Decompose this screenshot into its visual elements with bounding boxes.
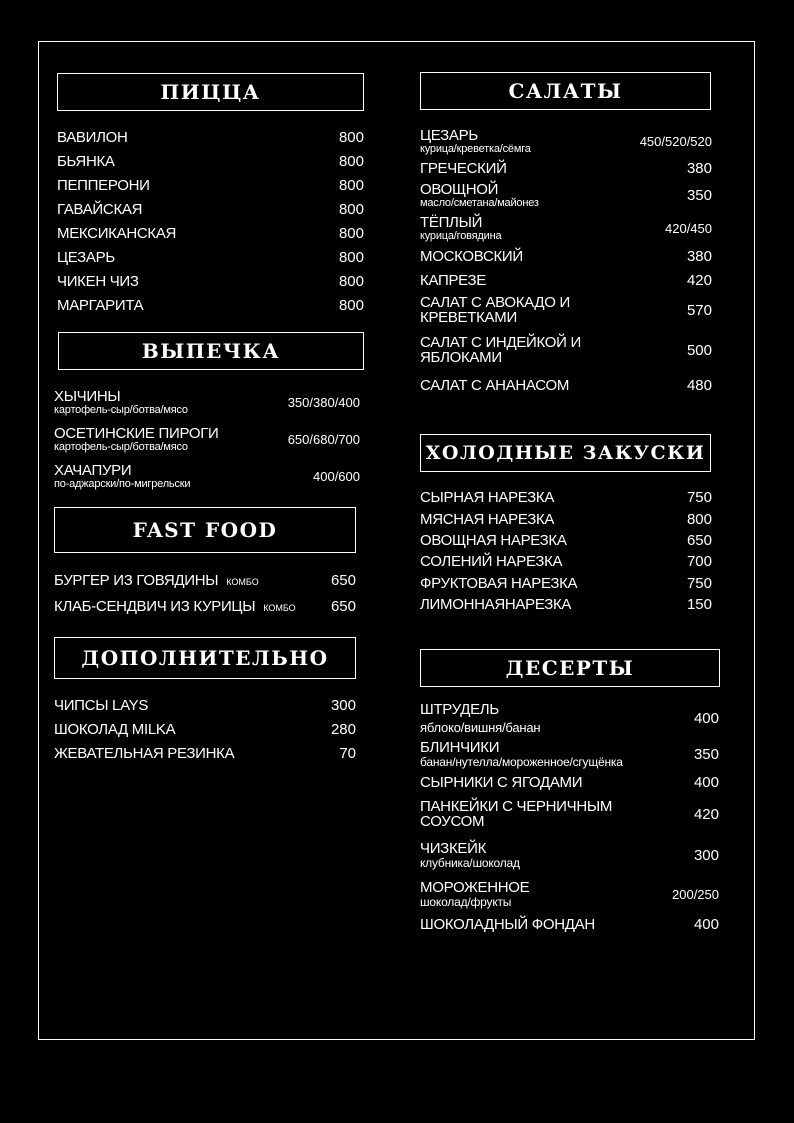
menu-item: СЫРНИКИ С ЯГОДАМИ 400 bbox=[420, 773, 719, 791]
salads-title: САЛАТЫ bbox=[420, 72, 711, 110]
menu-item: ЦЕЗАРЬ 800 bbox=[57, 248, 364, 266]
menu-item: ЦЕЗАРЬ курица/креветка/сёмга 450/520/520 bbox=[420, 126, 712, 155]
menu-item: МЕКСИКАНСКАЯ 800 bbox=[57, 224, 364, 242]
menu-item: МОРОЖЕННОЕ шоколад/фрукты 200/250 bbox=[420, 879, 719, 909]
menu-item: МЯСНАЯ НАРЕЗКА 800 bbox=[420, 510, 712, 528]
menu-item: ЧИКЕН ЧИЗ 800 bbox=[57, 272, 364, 290]
menu-item: КАПРЕЗЕ 420 bbox=[420, 271, 712, 289]
extra-section bbox=[54, 637, 356, 765]
menu-item: КЛАБ-СЕНДВИЧ ИЗ КУРИЦЫ КОМБО 650 bbox=[54, 597, 356, 615]
menu-item: БЛИНЧИКИ банан/нутелла/мороженное/сгущёнка 350 bbox=[420, 739, 719, 769]
pizza-title: ПИЦЦА bbox=[57, 73, 364, 111]
salads-section bbox=[420, 72, 712, 398]
menu-item: ХЫЧИНЫ картофель-сыр/ботва/мясо 350/380/400 bbox=[54, 388, 360, 416]
bakery-section bbox=[54, 332, 364, 495]
menu-item: ТЁПЛЫЙ курица/говядина 420/450 bbox=[420, 213, 712, 242]
menu-item: СОЛЕНИЙ НАРЕЗКА 700 bbox=[420, 553, 712, 570]
bakery-title: ВЫПЕЧКА bbox=[58, 332, 364, 370]
menu-item: ЧИЗКЕЙК клубника/шоколад 300 bbox=[420, 840, 719, 870]
menu-item: ГАВАЙСКАЯ 800 bbox=[57, 200, 364, 218]
menu-item: ФРУКТОВАЯ НАРЕЗКА 750 bbox=[420, 574, 712, 592]
menu-item: БЬЯНКА 800 bbox=[57, 152, 364, 170]
menu-item: СЫРНАЯ НАРЕЗКА 750 bbox=[420, 488, 712, 506]
pizza-section bbox=[57, 73, 364, 317]
menu-item: ПЕППЕРОНИ 800 bbox=[57, 176, 364, 194]
menu-item: МОСКОВСКИЙ 380 bbox=[420, 247, 712, 265]
menu-item: ЖЕВАТЕЛЬНАЯ РЕЗИНКА 70 bbox=[54, 744, 356, 762]
menu-item: ХАЧАПУРИ по-аджарски/по-мигрельски 400/600 bbox=[54, 462, 360, 490]
menu-item: ОСЕТИНСКИЕ ПИРОГИ картофель-сыр/ботва/мясо 650/680/700 bbox=[54, 425, 360, 453]
menu-item: ВАВИЛОН 800 bbox=[57, 128, 364, 146]
menu-item: ШОКОЛАД MILKA 280 bbox=[54, 720, 356, 738]
menu-item: ПАНКЕЙКИ С ЧЕРНИЧНЫМ СОУСОМ 420 bbox=[420, 798, 719, 830]
menu-item: САЛАТ С АВОКАДО И КРЕВЕТКАМИ 570 bbox=[420, 294, 712, 326]
fastfood-title: FAST FOOD bbox=[54, 507, 356, 553]
desserts-section bbox=[420, 649, 720, 935]
menu-item: ГРЕЧЕСКИЙ 380 bbox=[420, 159, 712, 177]
menu-item: ЛИМОННАЯНАРЕЗКА 150 bbox=[420, 596, 712, 613]
menu-item: ШТРУДЕЛЬ яблоко/вишня/банан 400 bbox=[420, 701, 719, 735]
menu-item: ОВОЩНОЙ масло/сметана/майонез 350 bbox=[420, 180, 712, 209]
menu-item: МАРГАРИТА 800 bbox=[57, 296, 364, 314]
fastfood-section bbox=[54, 507, 356, 619]
menu-item: САЛАТ С АНАНАСОМ 480 bbox=[420, 376, 712, 394]
cold-snacks-section bbox=[420, 434, 712, 615]
cold-snacks-title: ХОЛОДНЫЕ ЗАКУСКИ bbox=[420, 434, 711, 472]
menu-item: ЧИПСЫ LAYS 300 bbox=[54, 696, 356, 714]
extra-title: ДОПОЛНИТЕЛЬНО bbox=[54, 637, 356, 679]
menu-item: БУРГЕР ИЗ ГОВЯДИНЫ КОМБО 650 bbox=[54, 571, 356, 589]
desserts-title: ДЕСЕРТЫ bbox=[420, 649, 720, 687]
menu-item: САЛАТ С ИНДЕЙКОЙ И ЯБЛОКАМИ 500 bbox=[420, 334, 712, 366]
menu-item: ШОКОЛАДНЫЙ ФОНДАН 400 bbox=[420, 915, 719, 933]
menu-item: ОВОЩНАЯ НАРЕЗКА 650 bbox=[420, 532, 712, 549]
